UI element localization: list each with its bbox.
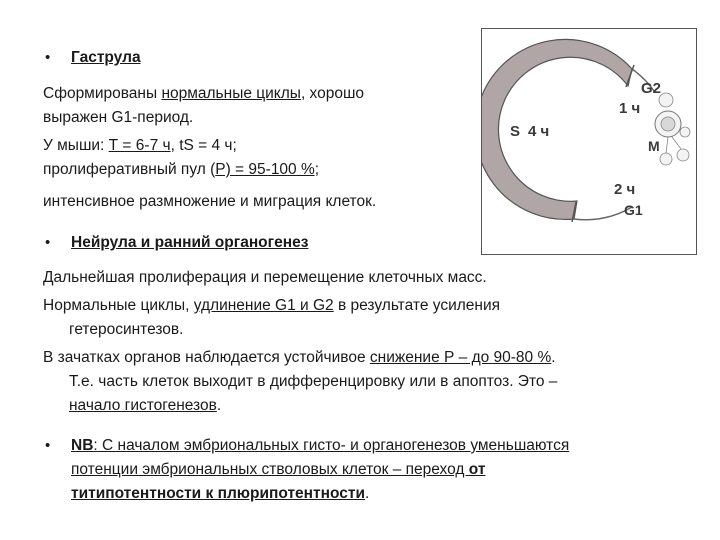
gastrula-line-4	[43, 160, 319, 180]
neurula-para-1: Дальнейшая пролиферация и перемещение клеточных масс.	[43, 269, 487, 286]
cell-cycle-figure	[481, 28, 697, 255]
cell-link-1	[666, 137, 668, 153]
gastrula-line-3-pre: У мыши:	[43, 137, 109, 154]
gastrula-normal-cycles: нормальные циклы	[161, 85, 301, 102]
neurula-para-3-end: .	[216, 397, 222, 414]
gastrula-line-2: выражен G1-период.	[43, 109, 194, 126]
nb-potency: титипотентности к плюрипотентности	[71, 485, 366, 502]
gastrula-line-3-post: , tS = 4 ч;	[170, 137, 237, 154]
neurula-g1-g2: удлинение G1 и G2	[193, 297, 334, 314]
g1-label: G1	[624, 202, 643, 218]
cell-small-bottom-2	[677, 149, 689, 161]
neurula-para-3-cont2	[43, 396, 221, 416]
cell-large-nucleus	[661, 117, 675, 131]
cell-small-right	[680, 127, 690, 137]
neurula-para-3-pre: В зачатках органов наблюдается устойчивое	[43, 349, 370, 366]
nb-text-2: потенции эмбриональных стволовых клеток – переход	[71, 461, 469, 478]
cell-small-bottom-1	[660, 153, 672, 165]
neurula-para-2-pre: Нормальные циклы,	[43, 297, 194, 314]
bullet-gastrula: •	[45, 49, 51, 66]
gastrula-pool-value: P) = 95-100 %;	[215, 161, 320, 178]
gastrula-heading: Гаструла	[71, 49, 141, 66]
neurula-para-3	[43, 348, 556, 368]
gastrula-line-3	[43, 136, 237, 156]
nb-text-1: : С началом эмбриональных гисто- и органогенезов уменьшаются	[93, 437, 570, 454]
nb-line-1	[71, 436, 569, 456]
g2-duration: 1 ч	[619, 100, 641, 117]
gastrula-line-5: интенсивное размножение и миграция клеток.	[43, 193, 377, 210]
nb-from: от	[468, 461, 486, 478]
bullet-neurula: •	[45, 234, 51, 251]
g2-label: G2	[641, 80, 662, 97]
m-phase-cells	[655, 93, 690, 165]
s-duration: 4 ч	[528, 123, 550, 140]
nb-end: .	[365, 485, 370, 502]
neurula-para-2-post: в результате усиления	[333, 297, 501, 314]
bullet-nb: •	[45, 437, 51, 454]
gastrula-line-1-post: , хорошо	[300, 85, 365, 102]
cell-small-top	[659, 93, 673, 107]
neurula-histogenesis: начало гистогенезов	[69, 397, 217, 414]
neurula-para-3-post: .	[551, 349, 556, 366]
nb-line-2	[71, 460, 485, 480]
s-phase-arc	[482, 39, 632, 219]
gastrula-line-1-pre: Сформированы	[43, 85, 162, 102]
neurula-heading: Нейрула и ранний органогенез	[71, 234, 309, 251]
neurula-para-3-cont: Т.е. часть клеток выходит в дифференцировку или в апоптоз. Это –	[69, 373, 558, 390]
s-label: S	[510, 123, 521, 140]
gastrula-line-1	[43, 84, 364, 104]
m-label: M	[648, 138, 660, 154]
nb-label: NB	[71, 437, 94, 454]
gastrula-line-4-pre: пролиферативный пул (	[43, 161, 216, 178]
neurula-para-2-cont: гетеросинтезов.	[69, 321, 184, 338]
cell-link-2	[672, 137, 681, 149]
gastrula-mouse-t: Т = 6-7 ч	[108, 137, 171, 154]
neurula-para-2	[43, 296, 500, 316]
g1-duration: 2 ч	[614, 181, 636, 198]
neurula-p-decline: снижение Р – до 90-80 %	[369, 349, 552, 366]
cell-cycle-diagram	[482, 29, 696, 254]
nb-line-3	[71, 484, 369, 504]
